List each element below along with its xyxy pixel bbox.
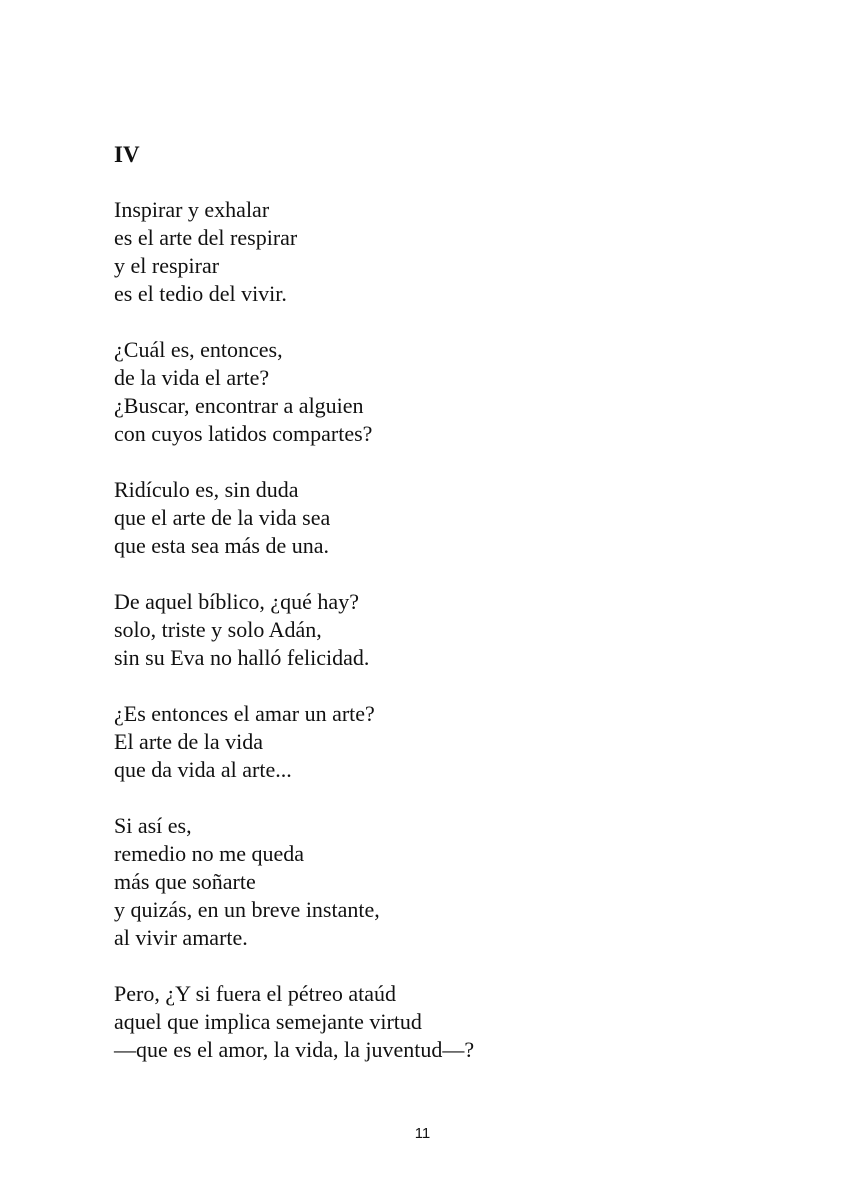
verse-line: y quizás, en un breve instante, — [114, 897, 380, 922]
verse-line: sin su Eva no halló felicidad. — [114, 645, 370, 670]
verse-line: solo, triste y solo Adán, — [114, 617, 322, 642]
verse-line: Inspirar y exhalar — [114, 197, 270, 222]
stanza — [114, 980, 794, 1064]
stanza — [114, 812, 794, 952]
verse-line: y el respirar — [114, 253, 220, 278]
poem-body — [114, 196, 794, 1064]
verse-line: ¿Buscar, encontrar a alguien — [114, 393, 364, 418]
stanza — [114, 700, 794, 784]
verse-line: es el tedio del vivir. — [114, 281, 287, 306]
verse-line: Pero, ¿Y si fuera el pétreo ataúd — [114, 981, 397, 1006]
verse-line: ¿Cuál es, entonces, — [114, 337, 283, 362]
poem-title: IV — [114, 142, 140, 167]
verse-line: Ridículo es, sin duda — [114, 477, 299, 502]
verse-line: aquel que implica semejante virtud — [114, 1009, 422, 1034]
verse-line: al vivir amarte. — [114, 925, 248, 950]
verse-line: —que es el amor, la vida, la juventud—? — [114, 1037, 475, 1062]
verse-line: que esta sea más de una. — [114, 533, 330, 558]
verse-line: De aquel bíblico, ¿qué hay? — [114, 589, 359, 614]
stanza — [114, 588, 794, 672]
stanza — [114, 336, 794, 448]
page-number: 11 — [414, 1125, 431, 1142]
verse-line: más que soñarte — [114, 869, 256, 894]
stanza — [114, 476, 794, 560]
verse-line: con cuyos latidos compartes? — [114, 421, 373, 446]
verse-line: de la vida el arte? — [114, 365, 270, 390]
poem — [114, 141, 794, 1092]
verse-line: Si así es, — [114, 813, 192, 838]
verse-line: El arte de la vida — [114, 729, 264, 754]
verse-line: es el arte del respirar — [114, 225, 298, 250]
verse-line: remedio no me queda — [114, 841, 304, 866]
verse-line: que da vida al arte... — [114, 757, 292, 782]
verse-line: ¿Es entonces el amar un arte? — [114, 701, 375, 726]
verse-line: que el arte de la vida sea — [114, 505, 331, 530]
stanza — [114, 196, 794, 308]
